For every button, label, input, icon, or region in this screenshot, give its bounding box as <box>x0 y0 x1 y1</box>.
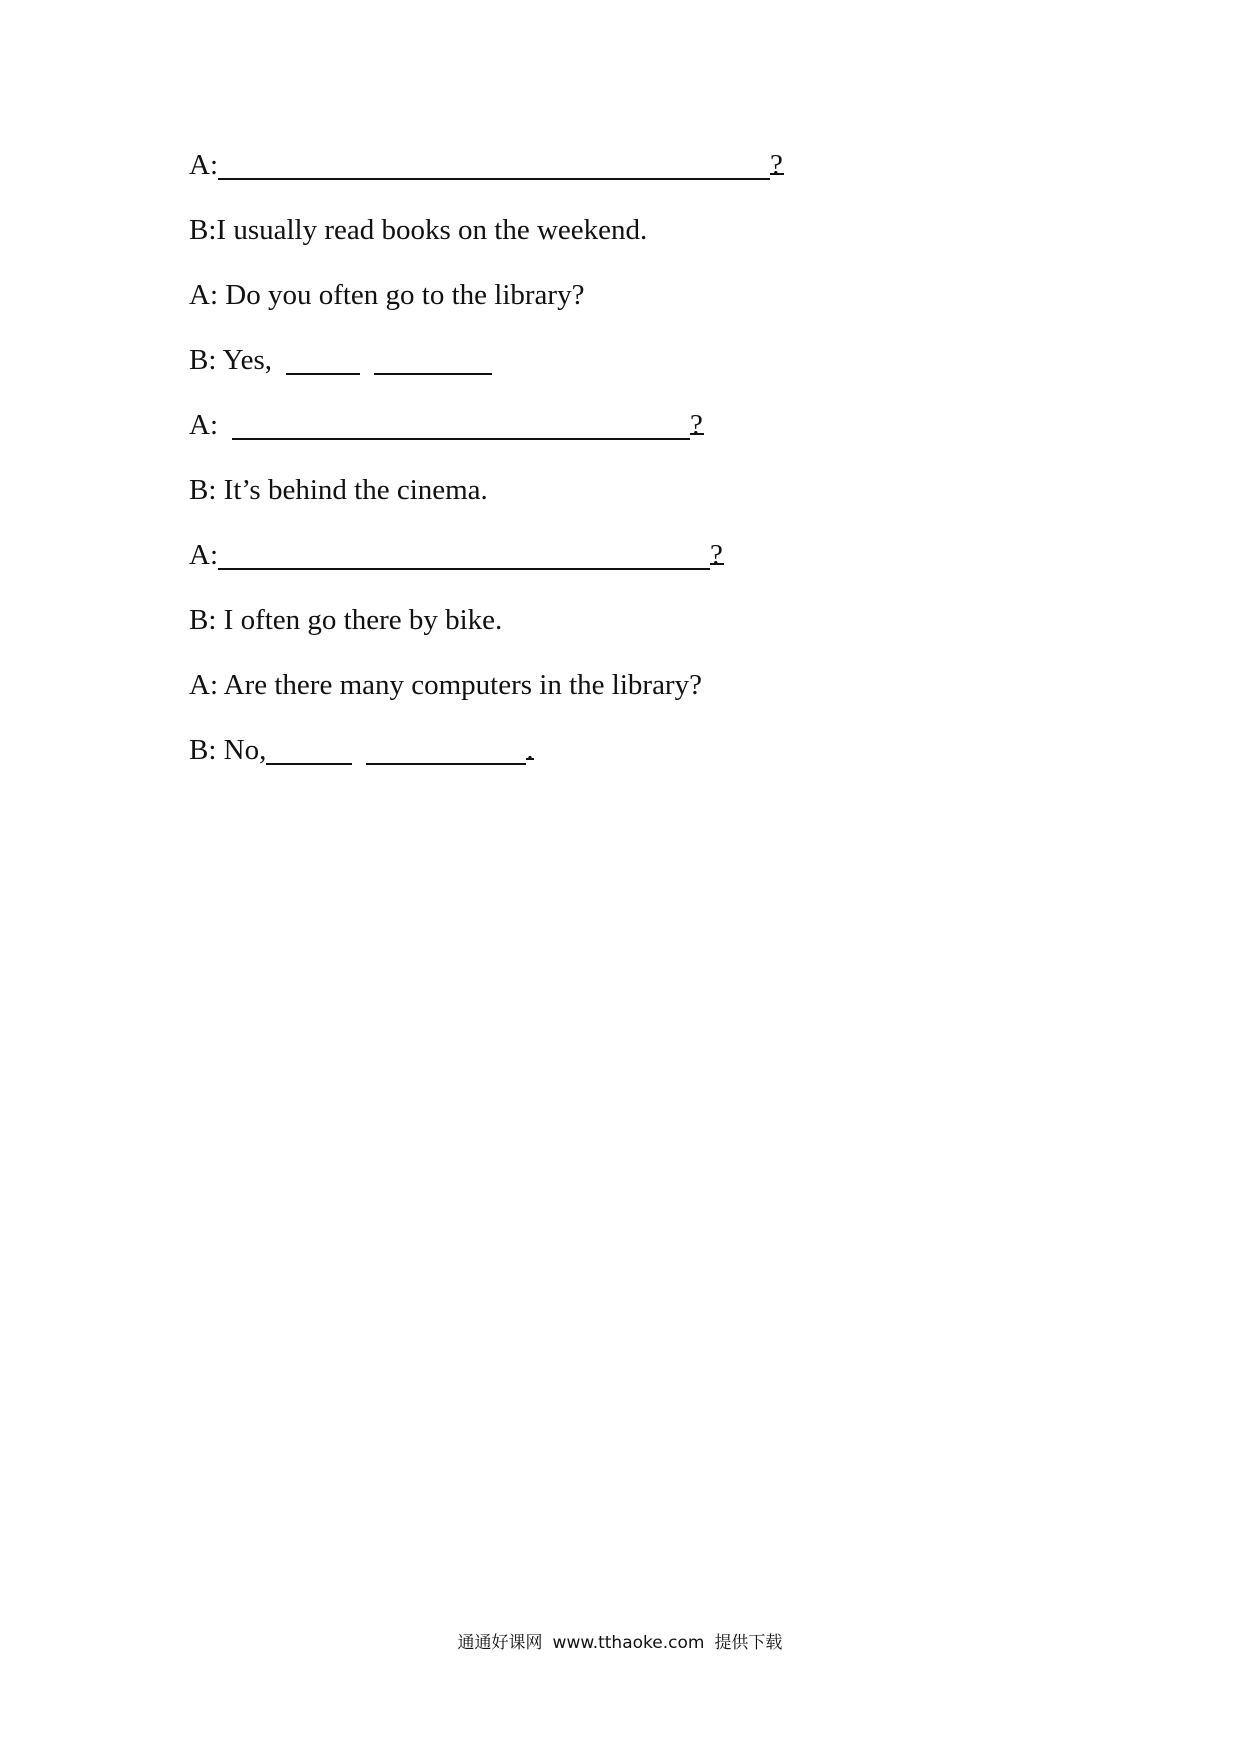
dialogue-text: Yes, <box>216 344 273 376</box>
answer-blank[interactable] <box>266 735 352 765</box>
question-mark: ? <box>690 405 704 435</box>
footer-site-name: 通通好课网 <box>457 1633 543 1653</box>
dialogue-line-7 <box>189 535 724 575</box>
dialogue-text: I usually read books on the weekend. <box>216 214 648 246</box>
page-footer <box>0 1631 1240 1655</box>
question-mark: ? <box>770 145 784 175</box>
dialogue-line-2 <box>189 210 647 250</box>
footer-url[interactable]: www.tthaoke.com <box>552 1633 705 1653</box>
dialogue-line-4 <box>189 340 492 380</box>
speaker-b: B: <box>189 734 217 766</box>
answer-blank[interactable] <box>366 735 526 765</box>
speaker-b: B: <box>189 214 217 246</box>
dialogue-line-3 <box>189 275 584 315</box>
dialogue-text: Are there many computers in the library? <box>218 669 702 701</box>
footer-suffix: 提供下载 <box>714 1633 783 1653</box>
speaker-a: A: <box>189 279 218 311</box>
question-mark: ? <box>710 535 724 565</box>
speaker-a: A: <box>189 539 218 571</box>
speaker-b: B: <box>189 344 217 376</box>
speaker-a: A: <box>189 149 218 181</box>
speaker-b: B: <box>189 604 217 636</box>
speaker-a: A: <box>189 669 218 701</box>
dialogue-text: No, <box>216 734 267 766</box>
answer-blank[interactable] <box>232 410 690 440</box>
dialogue-line-9 <box>189 665 702 705</box>
dialogue-line-6 <box>189 470 488 510</box>
dialogue-text: Do you often go to the library? <box>218 279 585 311</box>
answer-blank[interactable] <box>286 345 360 375</box>
answer-blank[interactable] <box>374 345 492 375</box>
answer-blank[interactable] <box>218 540 710 570</box>
speaker-a: A: <box>189 409 218 441</box>
speaker-b: B: <box>189 474 217 506</box>
dialogue-text: It’s behind the cinema. <box>216 474 488 506</box>
dialogue-text: I often go there by bike. <box>216 604 503 636</box>
answer-blank[interactable] <box>218 150 770 180</box>
dialogue-line-10 <box>189 730 534 770</box>
dialogue-line-8 <box>189 600 502 640</box>
period-mark: . <box>526 730 534 760</box>
dialogue-line-5 <box>189 405 704 445</box>
dialogue-line-1 <box>189 145 784 185</box>
